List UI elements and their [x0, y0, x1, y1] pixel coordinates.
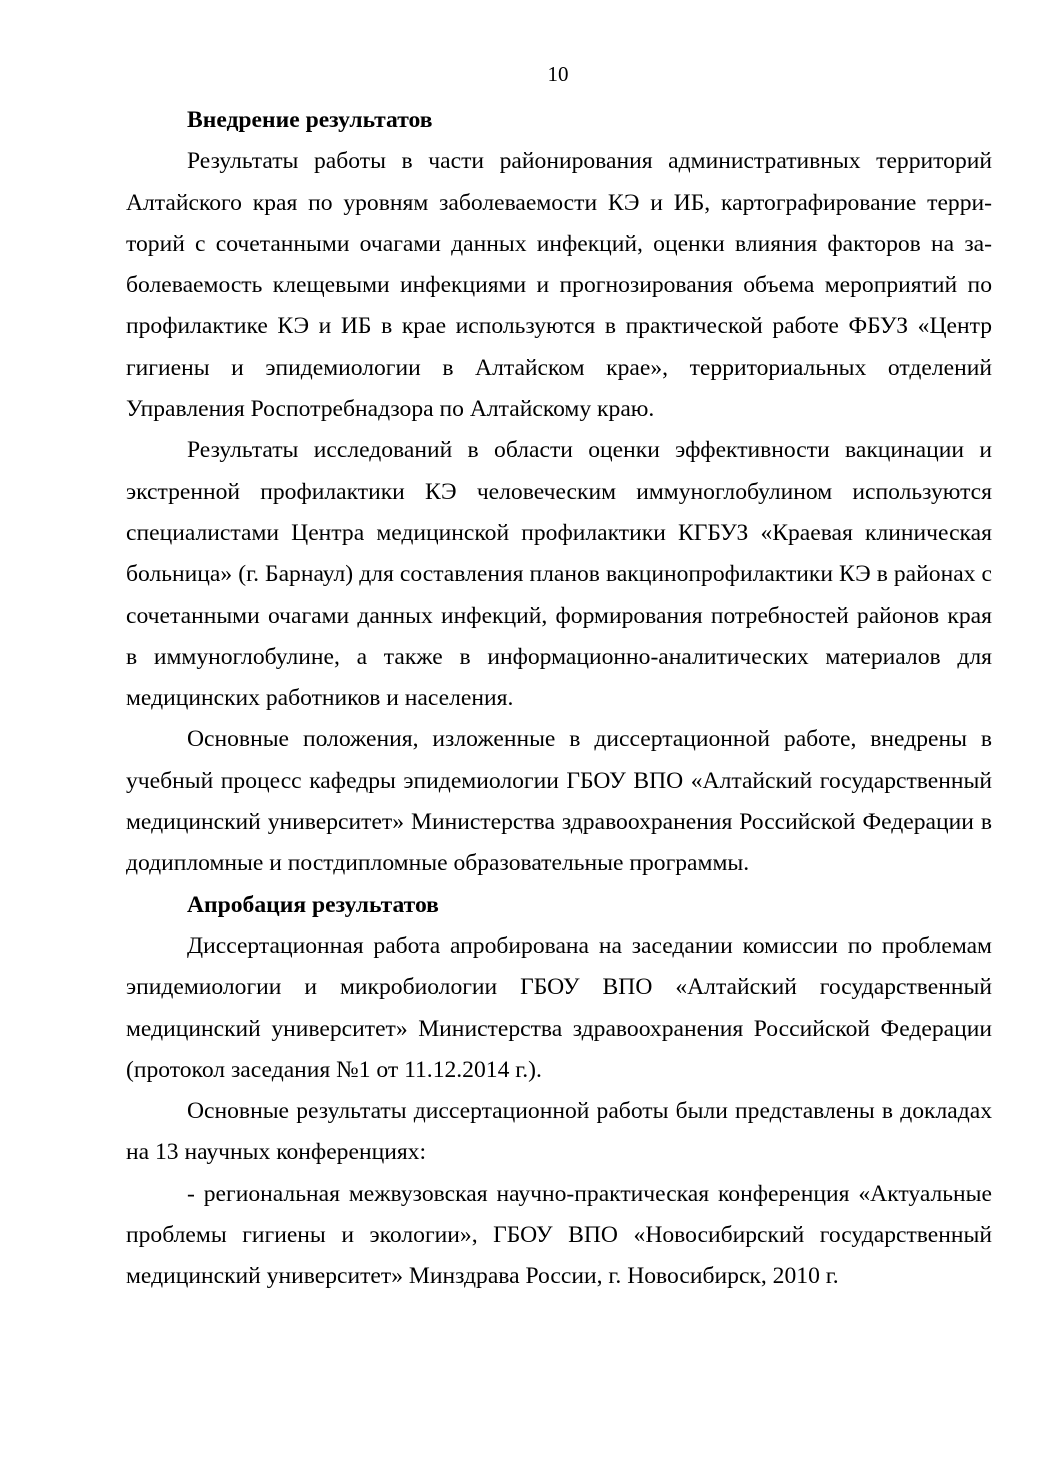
page-number: 10 — [547, 62, 569, 86]
list-item: - региональная межвузовская научно-практическая конференция «Актуальные проблемы гигиены и экологии», ГБОУ ВПО «Новосибирский государственный медицинский университет» Минздрава России, г. Новосибирск, 2010 г. — [126, 1180, 992, 1290]
paragraph: Основные положения, изложенные в диссертационной работе, внедрены в учебный процесс кафедры эпидемиологии ГБОУ ВПО «Алтайский государственный медицинский университет» Министерства здравоохранения Российской Федерации в додипломные и постдипломные образовательные программы. — [126, 726, 992, 877]
section-heading-implementation: Внедрение результатов — [187, 107, 433, 133]
paragraph: Результаты работы в части районирования административных территорий Алтайского края по уровням заболеваемости КЭ и ИБ, картографирование территорий с сочетанными очагами данных инфекций, оценки влияния факторов на заболеваемость клещевыми инфекциями и прогнозирования объема мероприятий по профилактике КЭ и ИБ в крае используются в практической работе ФБУЗ «Центр гигиены и эпидемиологии в Алтайском крае», территориальных отделений Управления Роспотребнадзора по Алтайскому краю. — [126, 148, 992, 423]
paragraph: Диссертационная работа апробирована на заседании комиссии по проблемам эпидемиологии и микробиологии ГБОУ ВПО «Алтайский государственный медицинский университет» Министерства здравоохранения Российской Федерации (протокол заседания №1 от 11.12.2014 г.). — [126, 932, 992, 1083]
section-heading-approbation: Апробация результатов — [187, 891, 439, 918]
document-body — [126, 100, 992, 1298]
paragraph: Результаты исследований в области оценки эффективности вакцинации и экстренной профилактики КЭ человеческим иммуноглобулином используются специалистами Центра медицинской профилактики КГБУЗ «Краевая клиническая больница» (г. Барнаул) для составления планов вакцинопрофилактики КЭ в районах с сочетанными очагами данных инфекций, формирования потребностей районов края в иммуноглобулине, а также в информационно-аналитических материалов для медицинских работников и населения. — [126, 437, 992, 712]
paragraph: Основные результаты диссертационной работы были представлены в докладах на 13 научных конференциях: — [126, 1098, 992, 1166]
